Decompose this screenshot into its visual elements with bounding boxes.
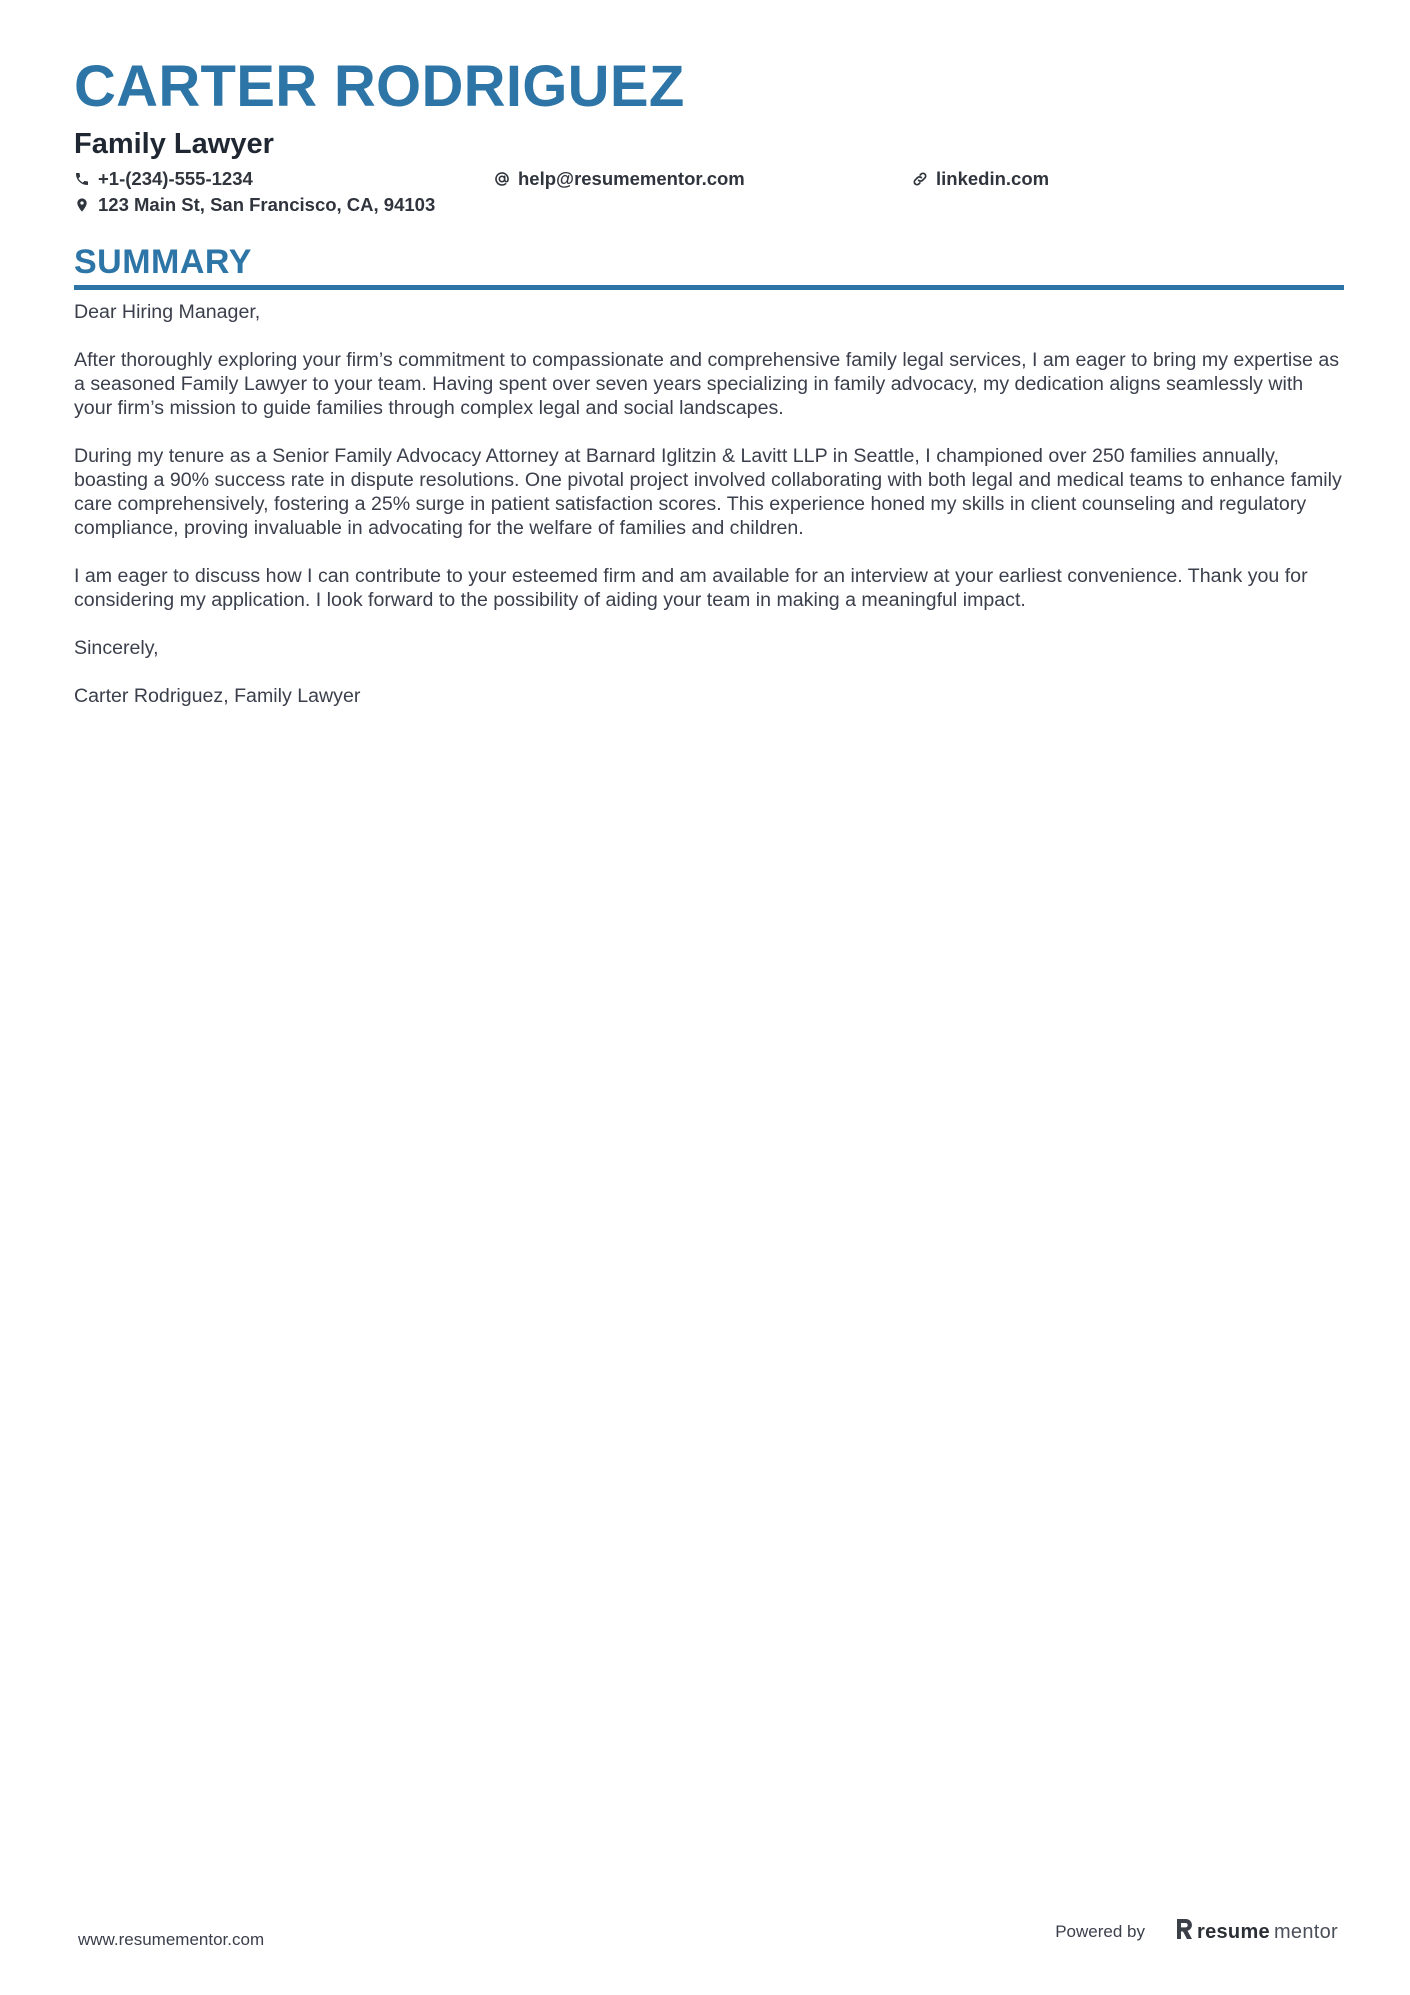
linkedin-url: linkedin.com — [936, 168, 1050, 189]
job-title: Family Lawyer — [74, 128, 274, 160]
email-address: help@resumementor.com — [518, 168, 745, 189]
cover-letter-page — [74, 54, 1344, 732]
section-title: SUMMARY — [74, 243, 252, 281]
contact-linkedin — [912, 169, 1332, 189]
logo-text-mentor: mentor — [1273, 1920, 1338, 1943]
letter-paragraph: After thoroughly exploring your firm’s commitment to compassionate and comprehensive family legal services, I am eager to bring my expertise as a seasoned Family Lawyer to your team. Having spent over seven years specializing in family advocacy, my dedication aligns seamlessly with your firm’s mission to guide families through complex legal and social landscapes. — [74, 349, 1340, 419]
contact-email — [494, 169, 912, 189]
phone-number: +1-(234)-555-1234 — [98, 168, 253, 189]
letter-signature: Carter Rodriguez, Family Lawyer — [74, 685, 361, 707]
candidate-name: CARTER RODRIGUEZ — [74, 54, 685, 119]
letter-greeting: Dear Hiring Manager, — [74, 301, 261, 323]
contact-address — [74, 195, 494, 215]
letter-paragraph: During my tenure as a Senior Family Advocacy Attorney at Barnard Iglitzin & Lavitt LLP in Seattle, I championed over 250 families annually, boasting a 90% success rate in dispute resolutions. One pivotal project involved collaborating with both legal and medical teams to enhance family care comprehensively, fostering a 25% surge in patient satisfaction scores. This experience honed my skills in client counseling and regulatory compliance, proving invaluable in advocating for the welfare of families and children. — [74, 445, 1342, 539]
resumementor-logo[interactable] — [1175, 1918, 1338, 1946]
location-pin-icon — [74, 197, 90, 213]
powered-by-label: Powered by — [1055, 1922, 1145, 1941]
summary-section-header — [74, 245, 1344, 290]
letter-closing: Sincerely, — [74, 637, 159, 659]
street-address: 123 Main St, San Francisco, CA, 94103 — [98, 194, 436, 215]
letter-body — [74, 300, 1344, 708]
contact-phone — [74, 169, 494, 189]
letter-paragraph: I am eager to discuss how I can contribute to your esteemed firm and am available for an interview at your earliest convenience. Thank you for considering my application. I look forward to the possibility of aiding your team in making a meaningful impact. — [74, 565, 1308, 611]
link-icon — [912, 171, 928, 187]
resumementor-logo-icon — [1175, 1918, 1193, 1946]
footer-powered-by — [1055, 1918, 1338, 1946]
phone-icon — [74, 171, 90, 187]
contact-info — [74, 169, 1344, 215]
logo-text-resume: resume — [1197, 1920, 1270, 1943]
at-icon — [494, 171, 510, 187]
footer-website[interactable]: www.resumementor.com — [78, 1930, 265, 1949]
section-divider — [74, 285, 1344, 290]
